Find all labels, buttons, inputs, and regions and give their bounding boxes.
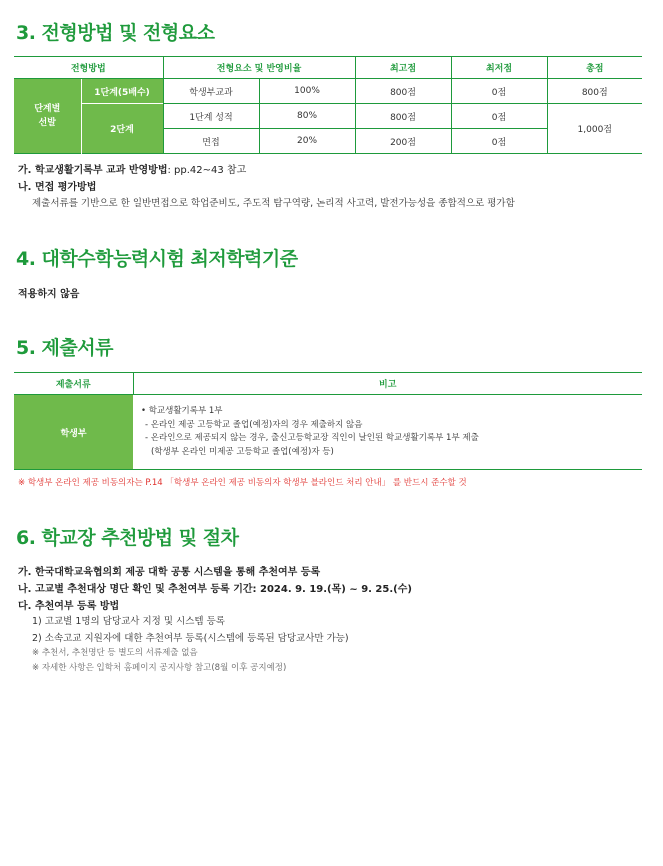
doc-remarks-cell bbox=[133, 395, 642, 470]
note-a-rest: : pp.42~43 참고 bbox=[167, 165, 247, 176]
doc-line-1: • 학교생활기록부 1부 bbox=[141, 406, 223, 416]
stage1-max: 800점 bbox=[355, 79, 451, 104]
doc-line-4: (학생부 온라인 미제공 고등학교 졸업(예정)자 등) bbox=[151, 446, 334, 457]
note-a bbox=[18, 161, 246, 176]
stage1-ratio: 100% bbox=[259, 79, 355, 104]
doc-line-3: - 온라인으로 제공되지 않는 경우, 출신고등학교장 직인이 날인된 학교생활기록부 1부 제출 bbox=[145, 433, 479, 443]
note-b-desc: 제출서류를 기반으로 한 일반면접으로 학업준비도, 주도적 탐구역량, 논리적 사고력, 발전가능성을 종합적으로 평가함 bbox=[32, 198, 515, 209]
table-row-stage1 bbox=[14, 79, 642, 104]
stage1-label: 1단계(5배수) bbox=[81, 79, 163, 104]
table-row-stage2a bbox=[14, 104, 642, 129]
stage2-min-1: 0점 bbox=[451, 104, 547, 129]
section-4-text: 적용하지 않음 bbox=[18, 289, 80, 300]
stage1-element: 학생부교과 bbox=[163, 79, 259, 104]
section-6-title: 6. 학교장 추천방법 및 절차 bbox=[16, 527, 239, 549]
section-6-step-2: 2) 소속고교 지원자에 대한 추천여부 등록(시스템에 등록된 담당교사만 가능) bbox=[32, 633, 349, 644]
stage1-min: 0점 bbox=[451, 79, 547, 104]
doc-label-cell: 학생부 bbox=[14, 395, 133, 470]
stage2-label: 2단계 bbox=[81, 104, 163, 154]
doc-line-2: - 온라인 제공 고등학교 졸업(예정)자의 경우 제출하지 않음 bbox=[145, 419, 363, 430]
section-6-item-c: 다. 추천여부 등록 방법 bbox=[18, 601, 120, 612]
note-b: 나. 면접 평가방법 bbox=[18, 182, 97, 193]
stage2-ratio-1: 80% bbox=[259, 104, 355, 129]
header-max: 최고점 bbox=[355, 57, 451, 79]
section-6-note-1: ※ 추천서, 추천명단 등 별도의 서류제출 없음 bbox=[32, 648, 198, 658]
documents-table bbox=[14, 372, 642, 470]
table-header-row bbox=[14, 57, 642, 79]
stage2-total: 1,000점 bbox=[547, 104, 642, 154]
stage2-min-2: 0점 bbox=[451, 129, 547, 154]
header-min: 최저점 bbox=[451, 57, 547, 79]
section-6-note-2: ※ 자세한 사항은 입학처 홈페이지 공지사항 참고(8월 이후 공지예정) bbox=[32, 663, 287, 673]
section-3-title: 3. 전형방법 및 전형요소 bbox=[16, 22, 215, 44]
stage2-max-1: 800점 bbox=[355, 104, 451, 129]
section-5-warning: ※ 학생부 온라인 제공 비동의자는 P.14 「학생부 온라인 제공 비동의자 학생부 블라인드 처리 안내」 를 반드시 준수할 것 bbox=[18, 478, 467, 488]
header-documents: 제출서류 bbox=[14, 373, 133, 395]
section-6-item-b: 나. 고교별 추천대상 명단 확인 및 추천여부 등록 기간: 2024. 9. 19.(목) ~ 9. 25.(수) bbox=[18, 584, 412, 595]
section-5-title: 5. 제출서류 bbox=[16, 337, 113, 359]
documents-row bbox=[14, 395, 642, 470]
stage1-total: 800점 bbox=[547, 79, 642, 104]
selection-method-table bbox=[14, 56, 642, 154]
section-4-title: 4. 대학수학능력시험 최저학력기준 bbox=[16, 248, 298, 270]
header-elements: 전형요소 및 반영비율 bbox=[163, 57, 355, 79]
header-method: 전형방법 bbox=[14, 57, 163, 79]
stage2-element-2: 면접 bbox=[163, 129, 259, 154]
header-remarks: 비고 bbox=[133, 373, 642, 395]
stage2-max-2: 200점 bbox=[355, 129, 451, 154]
group-label-cell: 단계별 선발 bbox=[14, 79, 81, 154]
header-total: 총점 bbox=[547, 57, 642, 79]
section-6-step-1: 1) 고교별 1명의 담당교사 지정 및 시스템 등록 bbox=[32, 616, 225, 627]
documents-header-row bbox=[14, 373, 642, 395]
stage2-element-1: 1단계 성적 bbox=[163, 104, 259, 129]
section-6-item-a: 가. 한국대학교육협의회 제공 대학 공통 시스템을 통해 추천여부 등록 bbox=[18, 567, 321, 578]
stage2-ratio-2: 20% bbox=[259, 129, 355, 154]
note-a-bold: 가. 학교생활기록부 교과 반영방법 bbox=[18, 165, 168, 176]
